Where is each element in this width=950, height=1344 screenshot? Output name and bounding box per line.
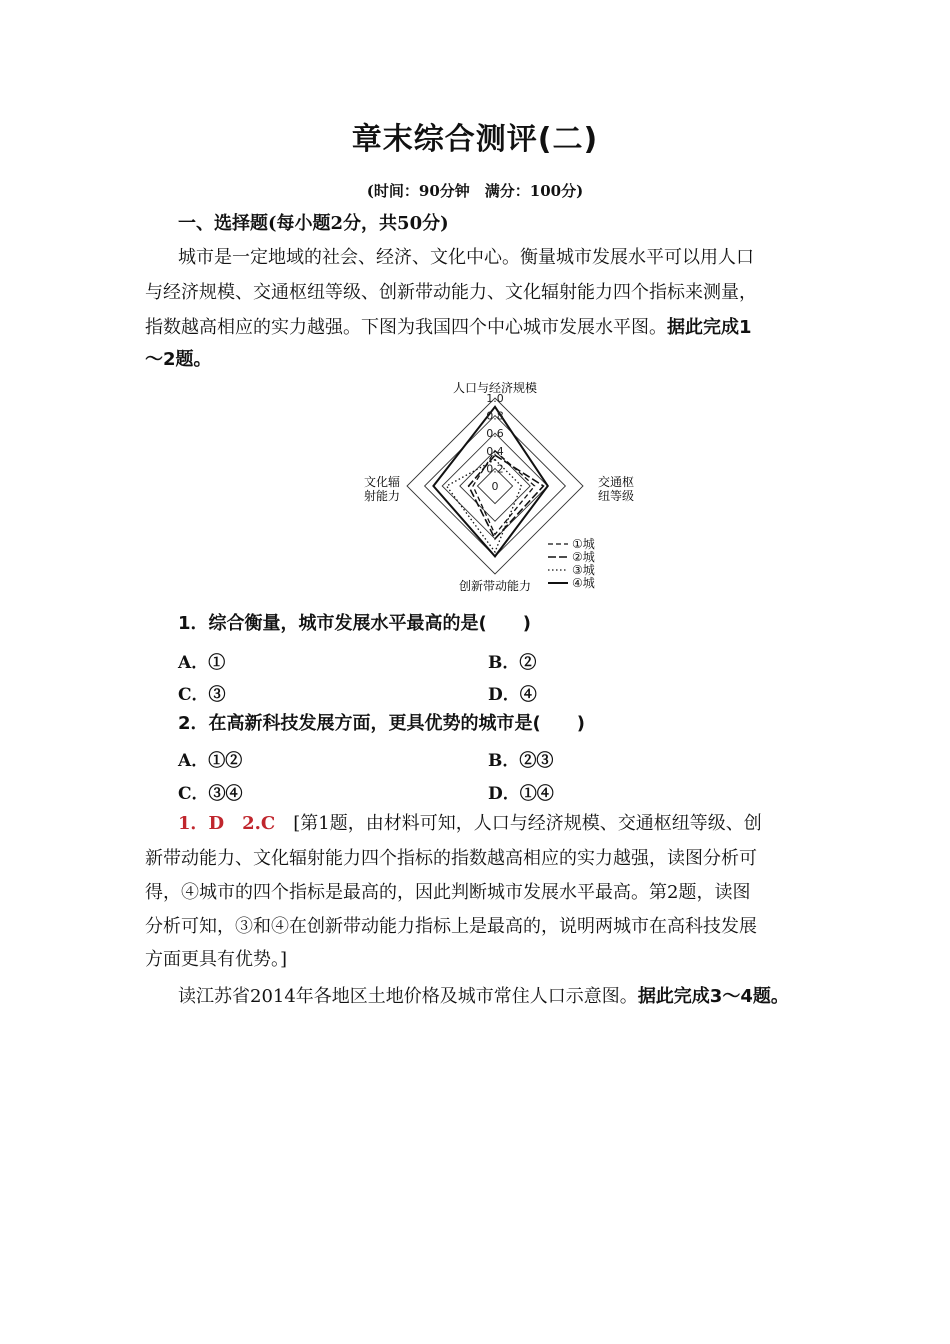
next-intro-tail: 据此完成3～4题。 <box>637 986 789 1007</box>
radar-chart <box>350 378 640 596</box>
intro-tail-2: ～2题。 <box>145 349 212 370</box>
section-heading: 一、选择题(每小题2分，共50分) <box>178 213 449 234</box>
explanation-line-5: 方面更具有优势。] <box>145 949 288 970</box>
question-2-stem: 2．在高新科技发展方面，更具优势的城市是( ) <box>178 713 585 734</box>
axis-label-right-1: 交通枢 <box>597 475 635 489</box>
intro-line-1: 城市是一定地域的社会、经济、文化中心。衡量城市发展水平可以用人口 <box>178 247 754 268</box>
next-intro-text: 读江苏省2014年各地区土地价格及城市常住人口示意图。 <box>178 986 638 1007</box>
legend-label: ④城 <box>572 576 595 590</box>
q1-option-c: C．③ <box>178 685 226 705</box>
q1-option-d: D．④ <box>488 685 537 705</box>
intro-tail: 据此完成1 <box>667 317 752 338</box>
axis-label-right-2: 纽等级 <box>597 489 635 503</box>
next-intro <box>178 987 848 1007</box>
axis-label-bottom: 创新带动能力 <box>458 579 532 593</box>
q1-option-a: A．① <box>178 653 226 673</box>
tick-label: 0.2 <box>486 462 504 476</box>
tick-label: 0 <box>491 480 499 493</box>
page-title: 章末综合测评(二) <box>351 122 599 157</box>
q1-option-b: B．② <box>488 653 537 673</box>
explanation-line-1: [第1题，由材料可知，人口与经济规模、交通枢纽等级、创 <box>293 813 762 834</box>
axis-label-top: 人口与经济规模 <box>452 381 538 395</box>
legend-label: ①城 <box>572 537 595 551</box>
tick-label: 0.8 <box>486 409 504 423</box>
axis-label-left-1: 文化辐 <box>363 475 401 489</box>
axis-label-left-2: 射能力 <box>363 489 401 503</box>
explanation-line-4: 分析可知，③和④在创新带动能力指标上是最高的，说明两城市在高科技发展 <box>145 916 757 937</box>
answer-key: 1．D 2.C <box>178 813 276 834</box>
q2-option-c: C．③④ <box>178 784 243 804</box>
radar-legend <box>548 537 595 590</box>
legend-label: ②城 <box>572 550 595 564</box>
exam-subtitle: (时间：90分钟 满分：100分) <box>366 182 584 200</box>
tick-label: 0.6 <box>486 427 504 441</box>
explanation-line-3: 得，④城市的四个指标是最高的，因此判断城市发展水平最高。第2题，读图 <box>145 882 751 903</box>
intro-line-2: 与经济规模、交通枢纽等级、创新带动能力、文化辐射能力四个指标来测量， <box>145 282 757 303</box>
explanation-line-2: 新带动能力、文化辐射能力四个指标的指数越高相应的实力越强，读图分析可 <box>145 848 757 869</box>
tick-label: 1.0 <box>486 392 504 405</box>
tick-label: 0.4 <box>486 444 504 458</box>
q2-option-a: A．①② <box>178 751 243 771</box>
q2-option-b: B．②③ <box>488 751 554 771</box>
intro-line-3-text: 指数越高相应的实力越强。下图为我国四个中心城市发展水平图。 <box>145 317 667 338</box>
answer-line-1 <box>178 814 848 834</box>
question-1-stem: 1．综合衡量，城市发展水平最高的是( ) <box>178 613 531 634</box>
intro-line-3 <box>145 318 815 338</box>
q2-option-d: D．①④ <box>488 784 554 804</box>
legend-label: ③城 <box>572 563 595 577</box>
